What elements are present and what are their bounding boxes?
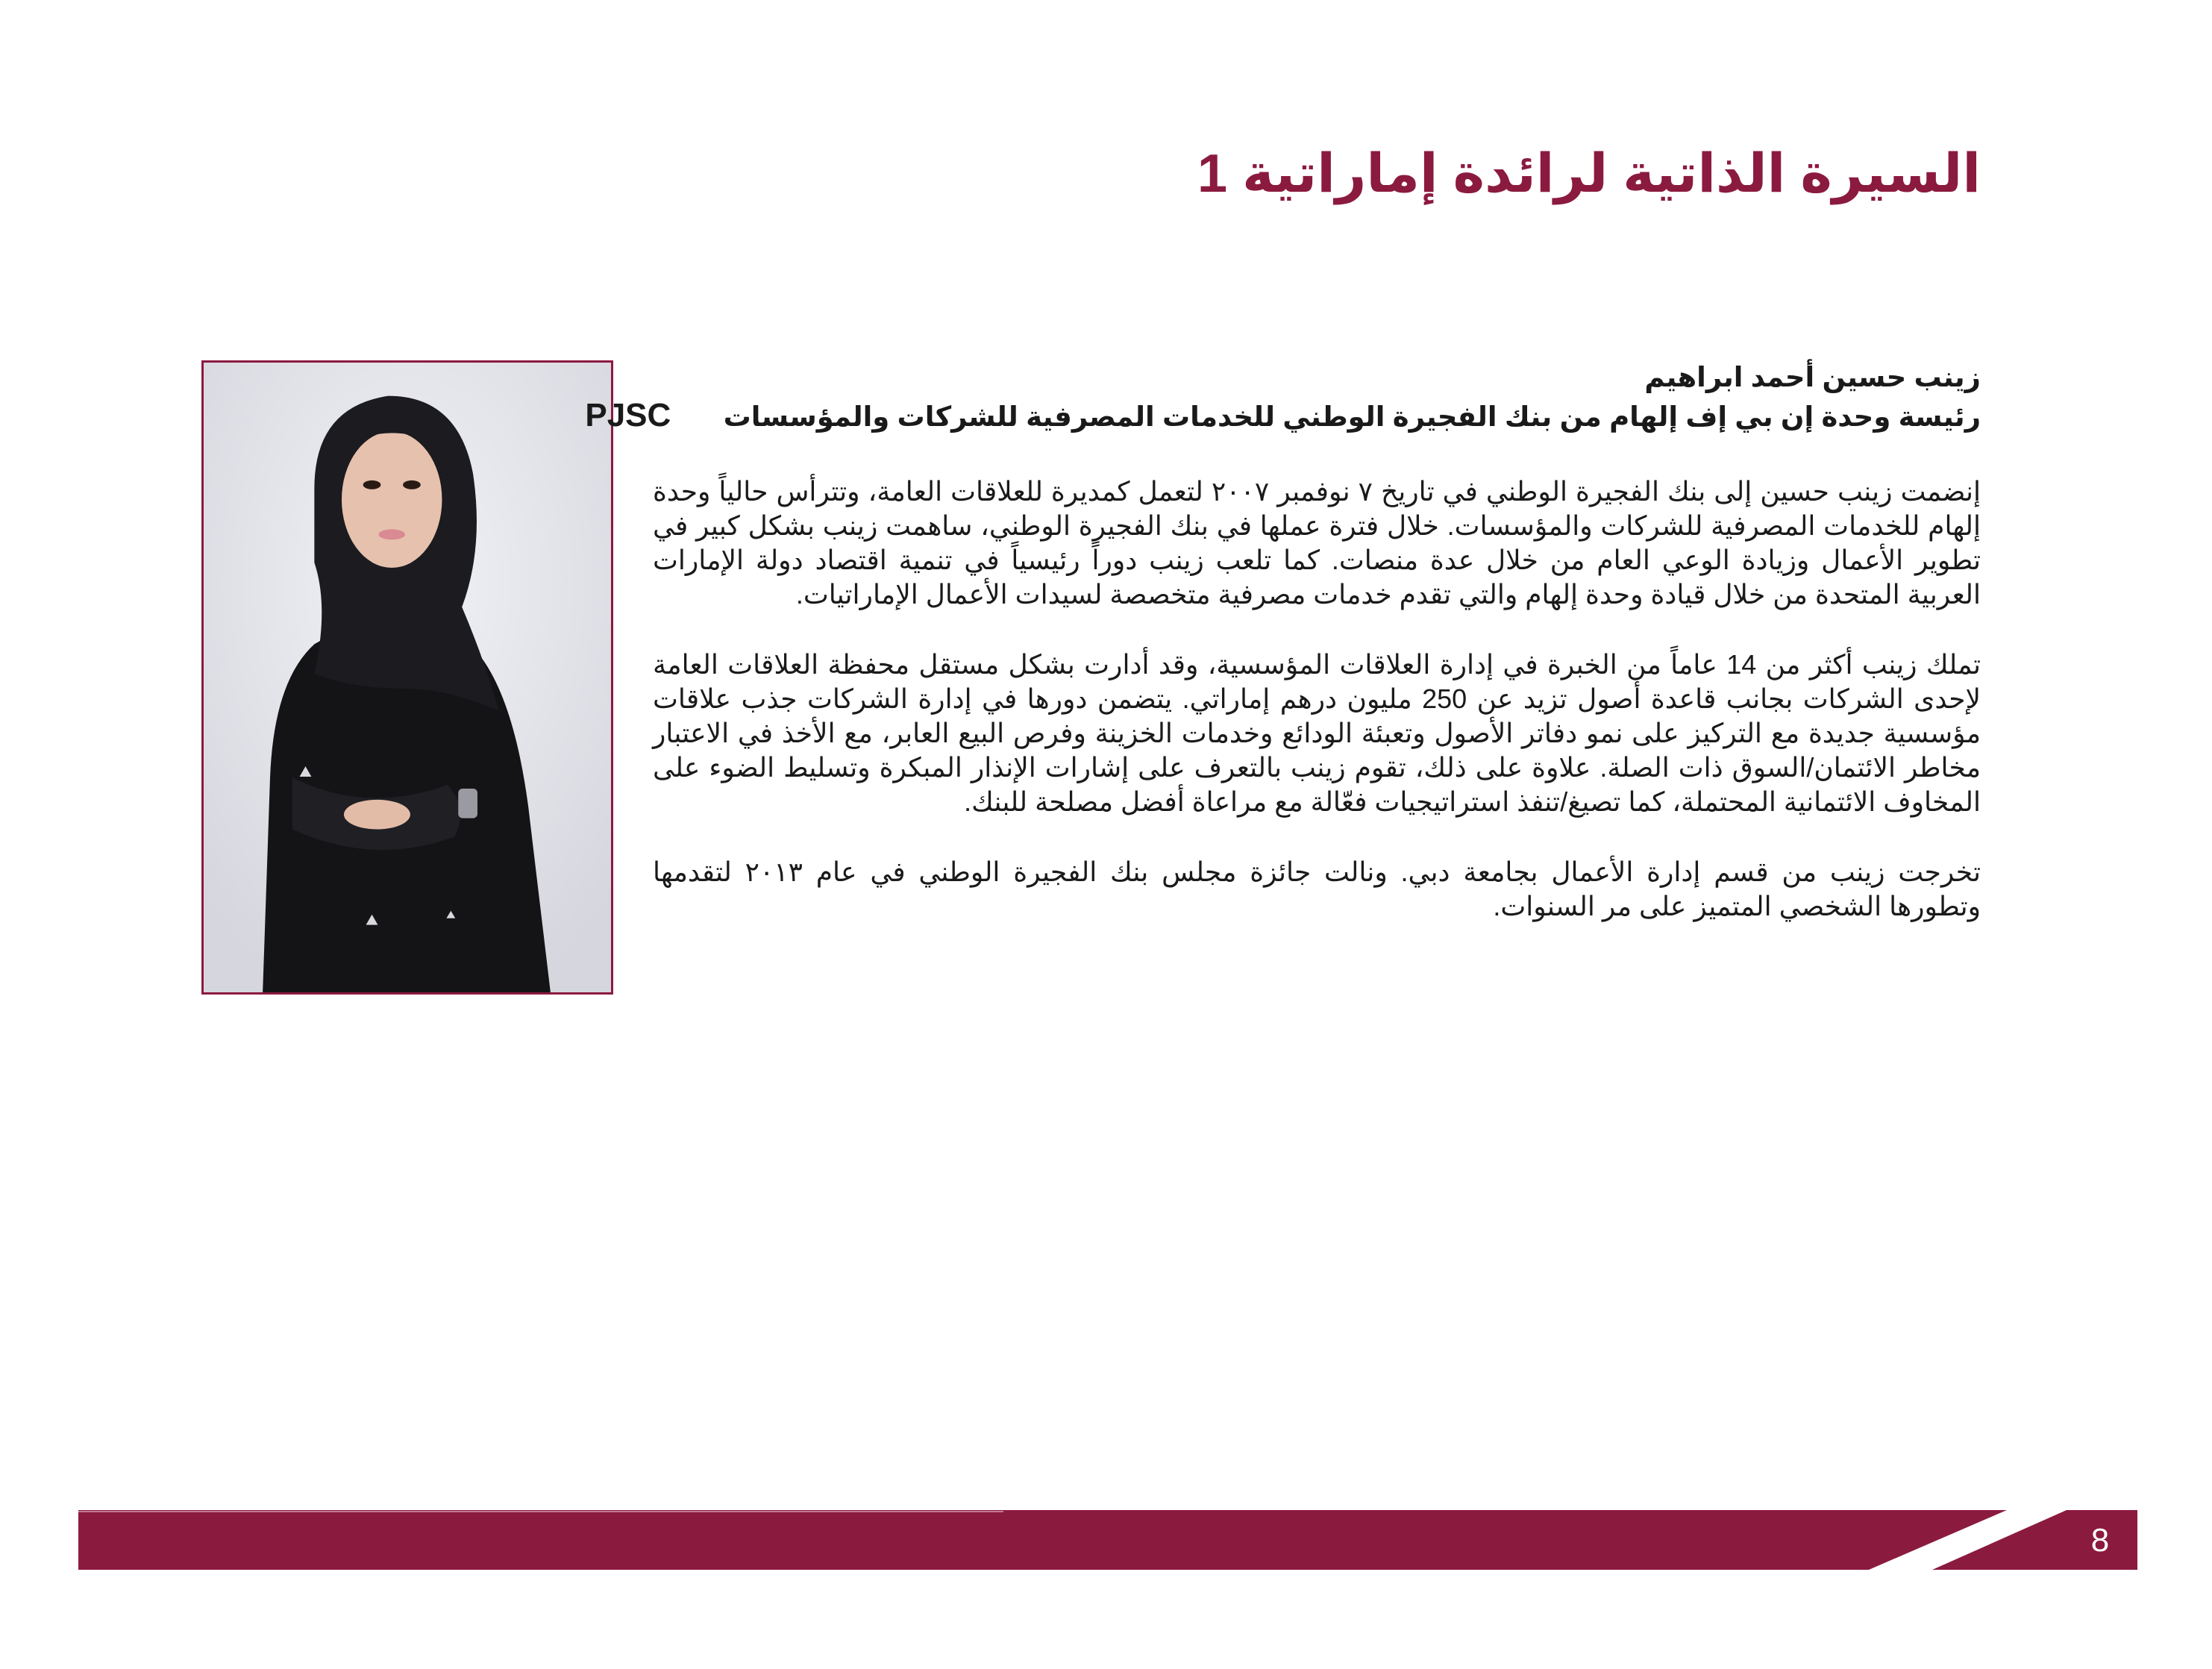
profile-role-text: رئيسة وحدة إن بي إف إلهام من بنك الفجيرة الوطني للخدمات المصرفية للشركات والمؤسسات (723, 401, 1981, 433)
page-title: السيرة الذاتية لرائدة إماراتية 1 (1197, 144, 1981, 204)
company-suffix: PJSC (585, 397, 671, 434)
profile-role (585, 395, 1981, 436)
bio-section (585, 360, 1981, 960)
profile-name: زينب حسين أحمد ابراهيم (1644, 362, 1981, 392)
portrait-photo-icon (204, 363, 611, 992)
bio-paragraph: تخرجت زينب من قسم إدارة الأعمال بجامعة دبي. ونالت جائزة مجلس بنك الفجيرة الوطني في عام ٢٠١٣ لتقدمها وتطورها الشخصي المتميز على مر السنوات. (653, 857, 1981, 922)
profile-photo (201, 360, 613, 995)
bio-paragraph: تملك زينب أكثر من 14 عاماً من الخبرة في إدارة العلاقات المؤسسية، وقد أدارت بشكل مستقل محفظة العلاقات العامة لإحدى الشركات بجانب قاعدة أصول تزيد عن 250 مليون درهم إماراتي. يتضمن دورها في إدارة الشركات جذب علاقات مؤسسية جديدة مع التركيز على نمو دفاتر الأصول وتعبئة الودائع وخدمات الخزينة وفرص البيع العابر، مع الأخذ في الاعتبار مخاطر الائتمان/السوق ذات الصلة. علاوة على ذلك، تقوم زينب بالتعرف على إشارات الإنذار المبكرة وتسليط الضوء على المخاوف الائتمانية المحتملة، كما تصيغ/تنفذ استراتيجيات فعّالة مع مراعاة أفضل مصلحة للبنك. (653, 648, 1981, 818)
page-number: 8 (2090, 1522, 2110, 1559)
footer-bar (78, 1510, 2137, 1570)
bio-paragraph: إنضمت زينب حسين إلى بنك الفجيرة الوطني في تاريخ ٧ نوفمبر ٢٠٠٧ لتعمل كمديرة للعلاقات العامة، وتترأس حالياً وحدة إلهام للخدمات المصرفية للشركات والمؤسسات. خلال فترة عملها في بنك الفجيرة الوطني، ساهمت زينب بشكل كبير في تطوير الأعمال وزيادة الوعي العام من خلال عدة منصات. كما تلعب زينب دوراً رئيسياً في تنمية اقتصاد دولة الإمارات العربية المتحدة من خلال قيادة وحدة إلهام والتي تقدم خدمات مصرفية متخصصة لسيدات الأعمال الإماراتيات. (653, 475, 1981, 610)
